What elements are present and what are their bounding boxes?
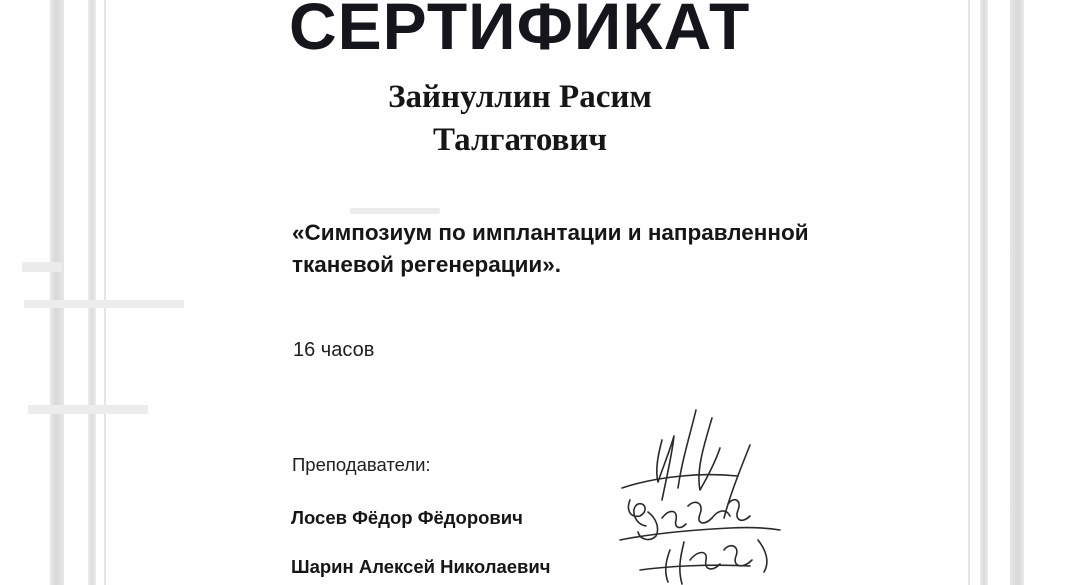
teacher-name: Шарин Алексей Николаевич xyxy=(291,556,551,577)
handwritten-signature-icon xyxy=(600,400,800,585)
certificate-title: СЕРТИФИКАТ xyxy=(289,0,751,63)
teachers-label: Преподаватели: xyxy=(292,454,431,475)
event-title-line2: тканевой регенерации». xyxy=(292,252,562,277)
teacher-name: Лосев Фёдор Фёдорович xyxy=(291,507,523,528)
border-left-outer xyxy=(50,0,64,585)
border-right-inner xyxy=(980,0,988,585)
border-right-line xyxy=(968,0,970,585)
event-title-line1: «Симпозиум по имплантации и направленной xyxy=(292,220,809,245)
recipient-name-line1: Зайнуллин Расим xyxy=(388,79,652,115)
border-right-outer xyxy=(1010,0,1024,585)
show-through-mark xyxy=(22,262,62,272)
border-left-line xyxy=(104,0,106,585)
show-through-mark xyxy=(350,208,440,214)
border-left-inner xyxy=(88,0,96,585)
show-through-mark xyxy=(28,405,148,414)
show-through-mark xyxy=(24,300,184,308)
course-hours: 16 часов xyxy=(293,339,375,361)
recipient-name-line2: Талгатович xyxy=(432,122,608,158)
